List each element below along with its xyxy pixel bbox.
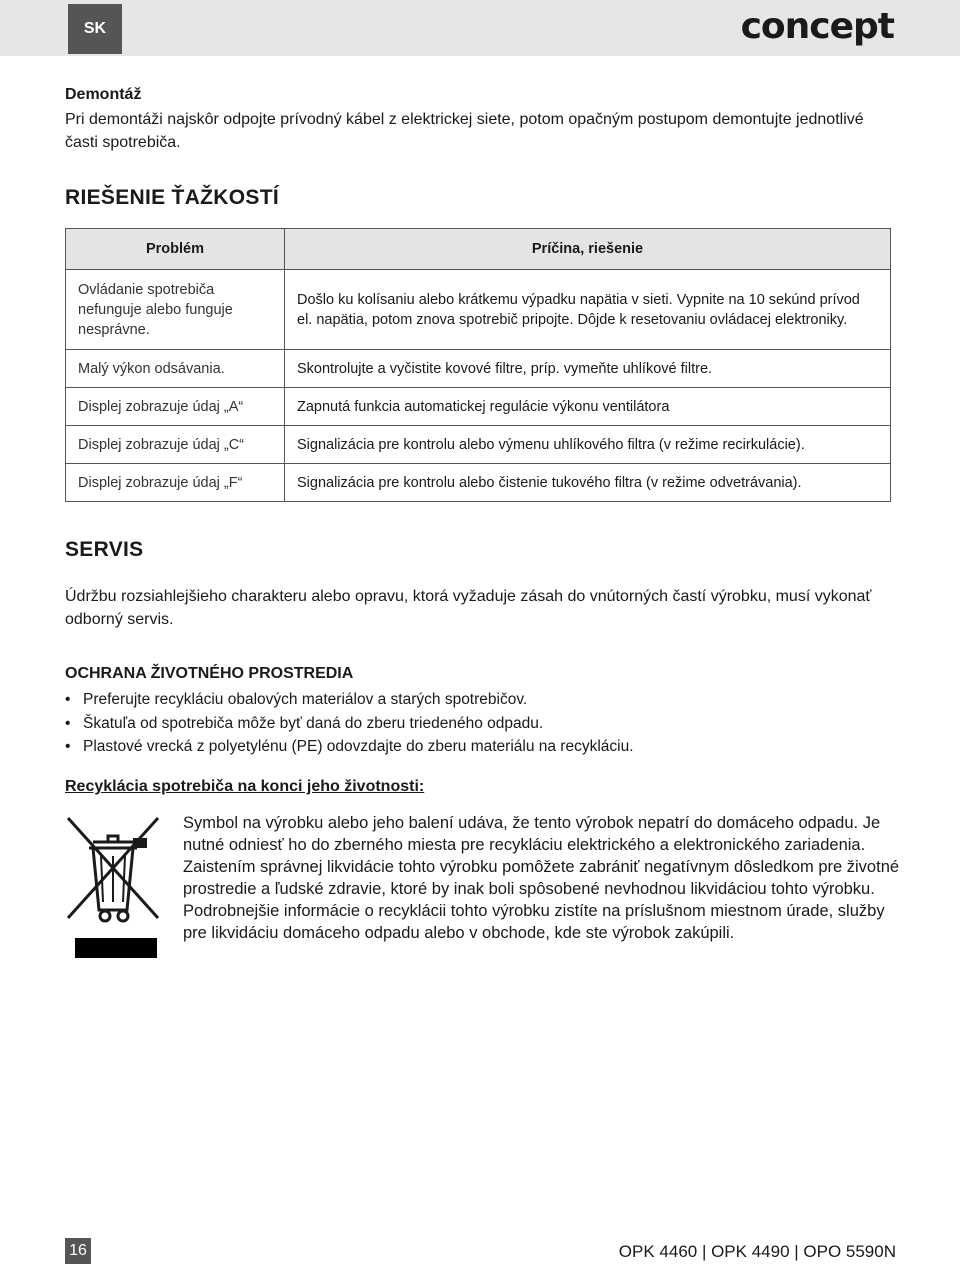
table-row: [66, 388, 891, 426]
table-row: [66, 270, 891, 350]
page-number: 16: [65, 1238, 91, 1264]
problem-cell: Ovládanie spotrebiča nefunguje alebo funguje nesprávne.: [66, 270, 285, 350]
column-header-cause: Príčina, riešenie: [285, 229, 891, 270]
demontaz-title: Demontáž: [65, 86, 142, 103]
problem-cell: Displej zobrazuje údaj „C“: [66, 426, 285, 464]
service-text: Údržbu rozsiahlejšieho charakteru alebo opravu, ktorá vyžaduje zásah do vnútorných častí výrobku, musí vykonať odborný servis.: [65, 588, 872, 628]
table-header-row: [66, 229, 891, 270]
table-row: [66, 350, 891, 388]
weee-crossed-bin-icon: [65, 812, 161, 962]
list-item: • Plastové vrecká z polyetylénu (PE) odovzdajte do zberu materiálu na recykláciu.: [65, 735, 634, 759]
column-header-problem: Problém: [66, 229, 285, 270]
problem-cell: Displej zobrazuje údaj „A“: [66, 388, 285, 426]
cause-cell: Došlo ku kolísaniu alebo krátkemu výpadku napätia v sieti. Vypnite na 10 sekúnd prívod el. napätia, potom znova spotrebič pripojte. Dôjde k resetovaniu ovládacej elektroniky.: [285, 270, 891, 350]
cause-cell: Signalizácia pre kontrolu alebo čistenie tukového filtra (v režime odvetrávania).: [285, 464, 891, 502]
environment-title: OCHRANA ŽIVOTNÉHO PROSTREDIA: [65, 665, 354, 682]
cause-cell: Skontrolujte a vyčistite kovové filtre, príp. vymeňte uhlíkové filtre.: [285, 350, 891, 388]
recycling-title: Recyklácia spotrebiča na konci jeho životnosti:: [65, 778, 425, 795]
troubleshooting-title: RIEŠENIE ŤAŽKOSTÍ: [65, 186, 279, 209]
list-item: • Škatuľa od spotrebiča môže byť daná do zberu triedeného odpadu.: [65, 712, 634, 736]
cause-cell: Signalizácia pre kontrolu alebo výmenu uhlíkového filtra (v režime recirkulácie).: [285, 426, 891, 464]
header-bar: [0, 0, 960, 56]
table-row: [66, 464, 891, 502]
service-title: SERVIS: [65, 538, 144, 561]
list-item: • Preferujte recykláciu obalových materiálov a starých spotrebičov.: [65, 688, 634, 712]
recycling-text: Symbol na výrobku alebo jeho balení udáva, že tento výrobok nepatrí do domáceho odpadu. Je nutné odniesť ho do zberného miesta pre recykláciu elektrického a elektronického zariadenia. Zaistením správnej likvidácie tohto výrobku pomôžete zabrániť negatívnym dôsledkom pre životné prostredie a ľudské zdravie, ktoré by inak boli spôsobené nevhodnou likvidáciou tohto výrobku. Podrobnejšie informácie o recyklácii tohto výrobku zistíte na príslušnom miestnom úrade, služby pre likvidáciu domáceho odpadu alebo v obchode, kde ste výrobok zakúpili.: [183, 814, 900, 942]
troubleshooting-table: [65, 228, 891, 502]
problem-cell: Malý výkon odsávania.: [66, 350, 285, 388]
cause-cell: Zapnutá funkcia automatickej regulácie výkonu ventilátora: [285, 388, 891, 426]
language-tab: SK: [68, 4, 122, 54]
demontaz-text: Pri demontáži najskôr odpojte prívodný kábel z elektrickej siete, potom opačným postupom demontujte jednotlivé časti spotrebiča.: [65, 111, 864, 151]
table-row: [66, 426, 891, 464]
brand-logo: concept: [740, 6, 894, 47]
environment-list: [65, 688, 634, 759]
problem-cell: Displej zobrazuje údaj „F“: [66, 464, 285, 502]
footer-models: OPK 4460 | OPK 4490 | OPO 5590N: [618, 1242, 896, 1261]
